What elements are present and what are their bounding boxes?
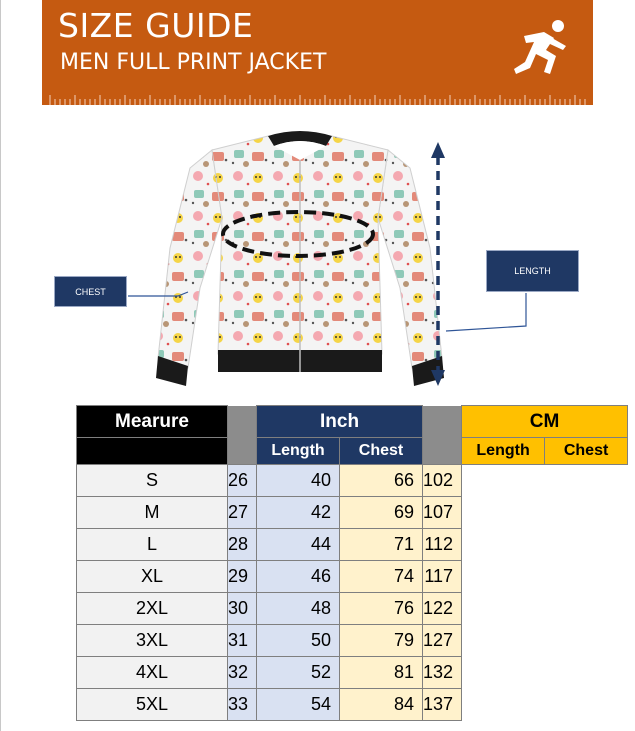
table-row (77, 689, 628, 721)
inch-length-cell: 28 (228, 529, 257, 561)
cm-length-cell: 71 (340, 529, 423, 561)
inch-length-cell: 31 (228, 625, 257, 657)
inch-chest-cell: 50 (257, 625, 340, 657)
table-row (77, 593, 628, 625)
table-row (77, 497, 628, 529)
header-banner (42, 0, 593, 105)
inch-chest-cell: 46 (257, 561, 340, 593)
running-man-icon (510, 16, 572, 78)
measure-subheader (77, 438, 228, 465)
size-cell: M (77, 497, 228, 529)
chest-label: CHEST (54, 276, 127, 307)
table-row (77, 561, 628, 593)
size-cell: XL (77, 561, 228, 593)
table-row (77, 625, 628, 657)
inch-length-cell: 26 (228, 465, 257, 497)
length-label: LENGTH (486, 250, 579, 292)
size-table (76, 405, 628, 721)
inch-header: Inch (257, 406, 423, 438)
cm-chest-cell: 112 (423, 529, 462, 561)
cm-length-cell: 69 (340, 497, 423, 529)
size-cell: L (77, 529, 228, 561)
size-cell: 3XL (77, 625, 228, 657)
inch-length-cell: 30 (228, 593, 257, 625)
cm-chest-cell: 102 (423, 465, 462, 497)
inch-length-header: Length (257, 438, 340, 465)
cm-chest-cell: 107 (423, 497, 462, 529)
inch-chest-cell: 48 (257, 593, 340, 625)
inch-chest-cell: 42 (257, 497, 340, 529)
table-row (77, 465, 628, 497)
cm-chest-cell: 122 (423, 593, 462, 625)
inch-length-cell: 27 (228, 497, 257, 529)
cm-length-cell: 79 (340, 625, 423, 657)
size-cell: 2XL (77, 593, 228, 625)
table-row (77, 657, 628, 689)
inch-chest-cell: 52 (257, 657, 340, 689)
size-cell: 5XL (77, 689, 228, 721)
cm-length-cell: 74 (340, 561, 423, 593)
cm-chest-header: Chest (545, 438, 628, 465)
inch-length-cell: 32 (228, 657, 257, 689)
cm-header: CM (462, 406, 628, 438)
cm-length-cell: 81 (340, 657, 423, 689)
table-row (77, 529, 628, 561)
ruler-ticks (42, 87, 593, 105)
cm-chest-cell: 132 (423, 657, 462, 689)
cm-length-cell: 66 (340, 465, 423, 497)
column-divider (228, 406, 257, 465)
page-subtitle: MEN FULL PRINT JACKET (60, 50, 327, 75)
inch-chest-cell: 54 (257, 689, 340, 721)
cm-length-cell: 76 (340, 593, 423, 625)
cm-chest-cell: 137 (423, 689, 462, 721)
size-cell: 4XL (77, 657, 228, 689)
cm-chest-cell: 117 (423, 561, 462, 593)
cm-length-header: Length (462, 438, 545, 465)
size-cell: S (77, 465, 228, 497)
inch-chest-header: Chest (340, 438, 423, 465)
inch-length-cell: 33 (228, 689, 257, 721)
inch-chest-cell: 44 (257, 529, 340, 561)
page-title: SIZE GUIDE (58, 6, 254, 45)
column-divider (423, 406, 462, 465)
measure-header: Mearure (77, 406, 228, 438)
cm-chest-cell: 127 (423, 625, 462, 657)
inch-chest-cell: 40 (257, 465, 340, 497)
inch-length-cell: 29 (228, 561, 257, 593)
cm-length-cell: 84 (340, 689, 423, 721)
